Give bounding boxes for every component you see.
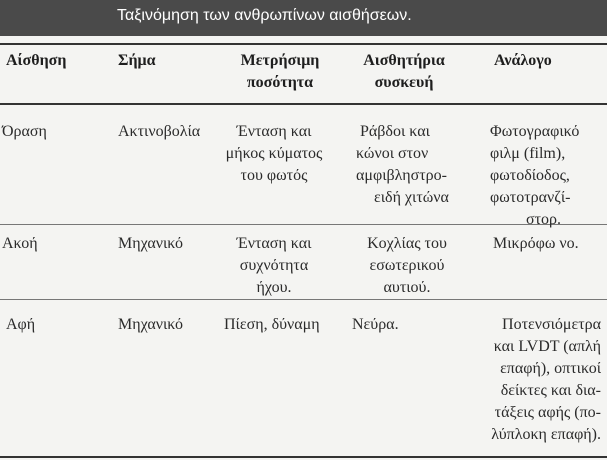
row-2-device-line: αυτιού. xyxy=(383,279,431,296)
row-1-analog-line: φιλμ (film), xyxy=(490,145,566,162)
header-bottom-rule xyxy=(0,103,607,105)
row-1-analog-line: φωτοτρανζί- xyxy=(490,189,571,206)
row-1-analog-line: στορ. xyxy=(526,211,562,228)
header-quantity xyxy=(222,50,338,94)
table-bottom-rule xyxy=(0,456,607,458)
row-1-device xyxy=(356,121,449,209)
row-1-quantity-line: μήκος κύματος xyxy=(225,145,323,162)
row-3-analog-line: τάξεις αφής (πο- xyxy=(494,404,601,421)
header-quantity-line-1: Μετρήσιμη xyxy=(240,52,320,69)
header-sense: Αίσθηση xyxy=(6,52,67,69)
header-signal: Σήμα xyxy=(118,52,156,69)
header-device-line-2: συσκευή xyxy=(374,74,434,91)
row-3-analog-line: Ποτενσιόμετρα xyxy=(502,316,601,333)
row-2-signal: Μηχανικό xyxy=(118,235,183,252)
row-2-device-line: Κοχλίας του xyxy=(367,235,447,252)
row-2-quantity-line: συχνότητα xyxy=(239,257,309,274)
row-3-device xyxy=(352,314,399,336)
row-3-analog-line: λύπλοκη επαφή). xyxy=(491,426,601,443)
row-2-quantity xyxy=(222,233,326,299)
row-1-device-line: κώνοι στον xyxy=(356,145,429,162)
row-2-device-line: εσωτερικού xyxy=(369,257,445,274)
table-title: Ταξινόμηση των ανθρωπίνων αισθήσεων. xyxy=(117,7,412,24)
row-1-analog-line: Φωτογραφικό xyxy=(490,123,580,140)
row-1-quantity-line: Ένταση και xyxy=(236,123,312,140)
row-3-analog-line: επαφή), οπτικοί xyxy=(500,360,601,377)
row-2-quantity-line: ήχου. xyxy=(256,279,292,296)
row-1-device-line: αμφιβληστρο- xyxy=(356,167,447,184)
row-2-device xyxy=(352,233,462,299)
row-3-device-line: Νεύρα. xyxy=(352,316,399,333)
row-2-analog-line: Μικρόφω νο. xyxy=(493,235,579,252)
header-quantity-line-2: ποσότητα xyxy=(246,74,314,91)
row-2-analog xyxy=(493,233,579,255)
row-1-signal: Ακτινοβολία xyxy=(118,123,201,140)
row-2-quantity-line: Ένταση και xyxy=(236,235,312,252)
row-1-quantity-line: του φωτός xyxy=(240,167,308,184)
row-divider-2 xyxy=(0,299,607,300)
row-2-sense: Ακοή xyxy=(2,235,38,252)
row-1-sense: Όραση xyxy=(2,123,47,140)
row-1-device-line: ειδή χιτώνα xyxy=(374,189,449,206)
header-device-line-1: Αισθητήρια xyxy=(363,52,445,69)
row-1-device-line: Ράβδοι και xyxy=(360,123,430,140)
header-device xyxy=(351,50,457,94)
row-1-analog xyxy=(490,121,579,231)
row-3-signal: Μηχανικό xyxy=(118,316,183,333)
row-3-quantity-line: Πίεση, δύναμη xyxy=(224,316,320,333)
row-3-quantity xyxy=(224,314,320,336)
header-top-rule xyxy=(0,43,607,45)
row-3-analog-line: και LVDT (απλή xyxy=(493,338,601,355)
row-3-analog xyxy=(467,314,601,446)
row-1-quantity xyxy=(222,121,326,187)
row-3-analog-line: δείκτες και δια- xyxy=(500,382,601,399)
row-3-sense: Αφή xyxy=(6,316,36,333)
row-1-analog-line: φωτοδίοδος, xyxy=(490,167,570,184)
header-analog: Ανάλογο xyxy=(494,52,552,69)
table-title-bar xyxy=(0,0,607,36)
